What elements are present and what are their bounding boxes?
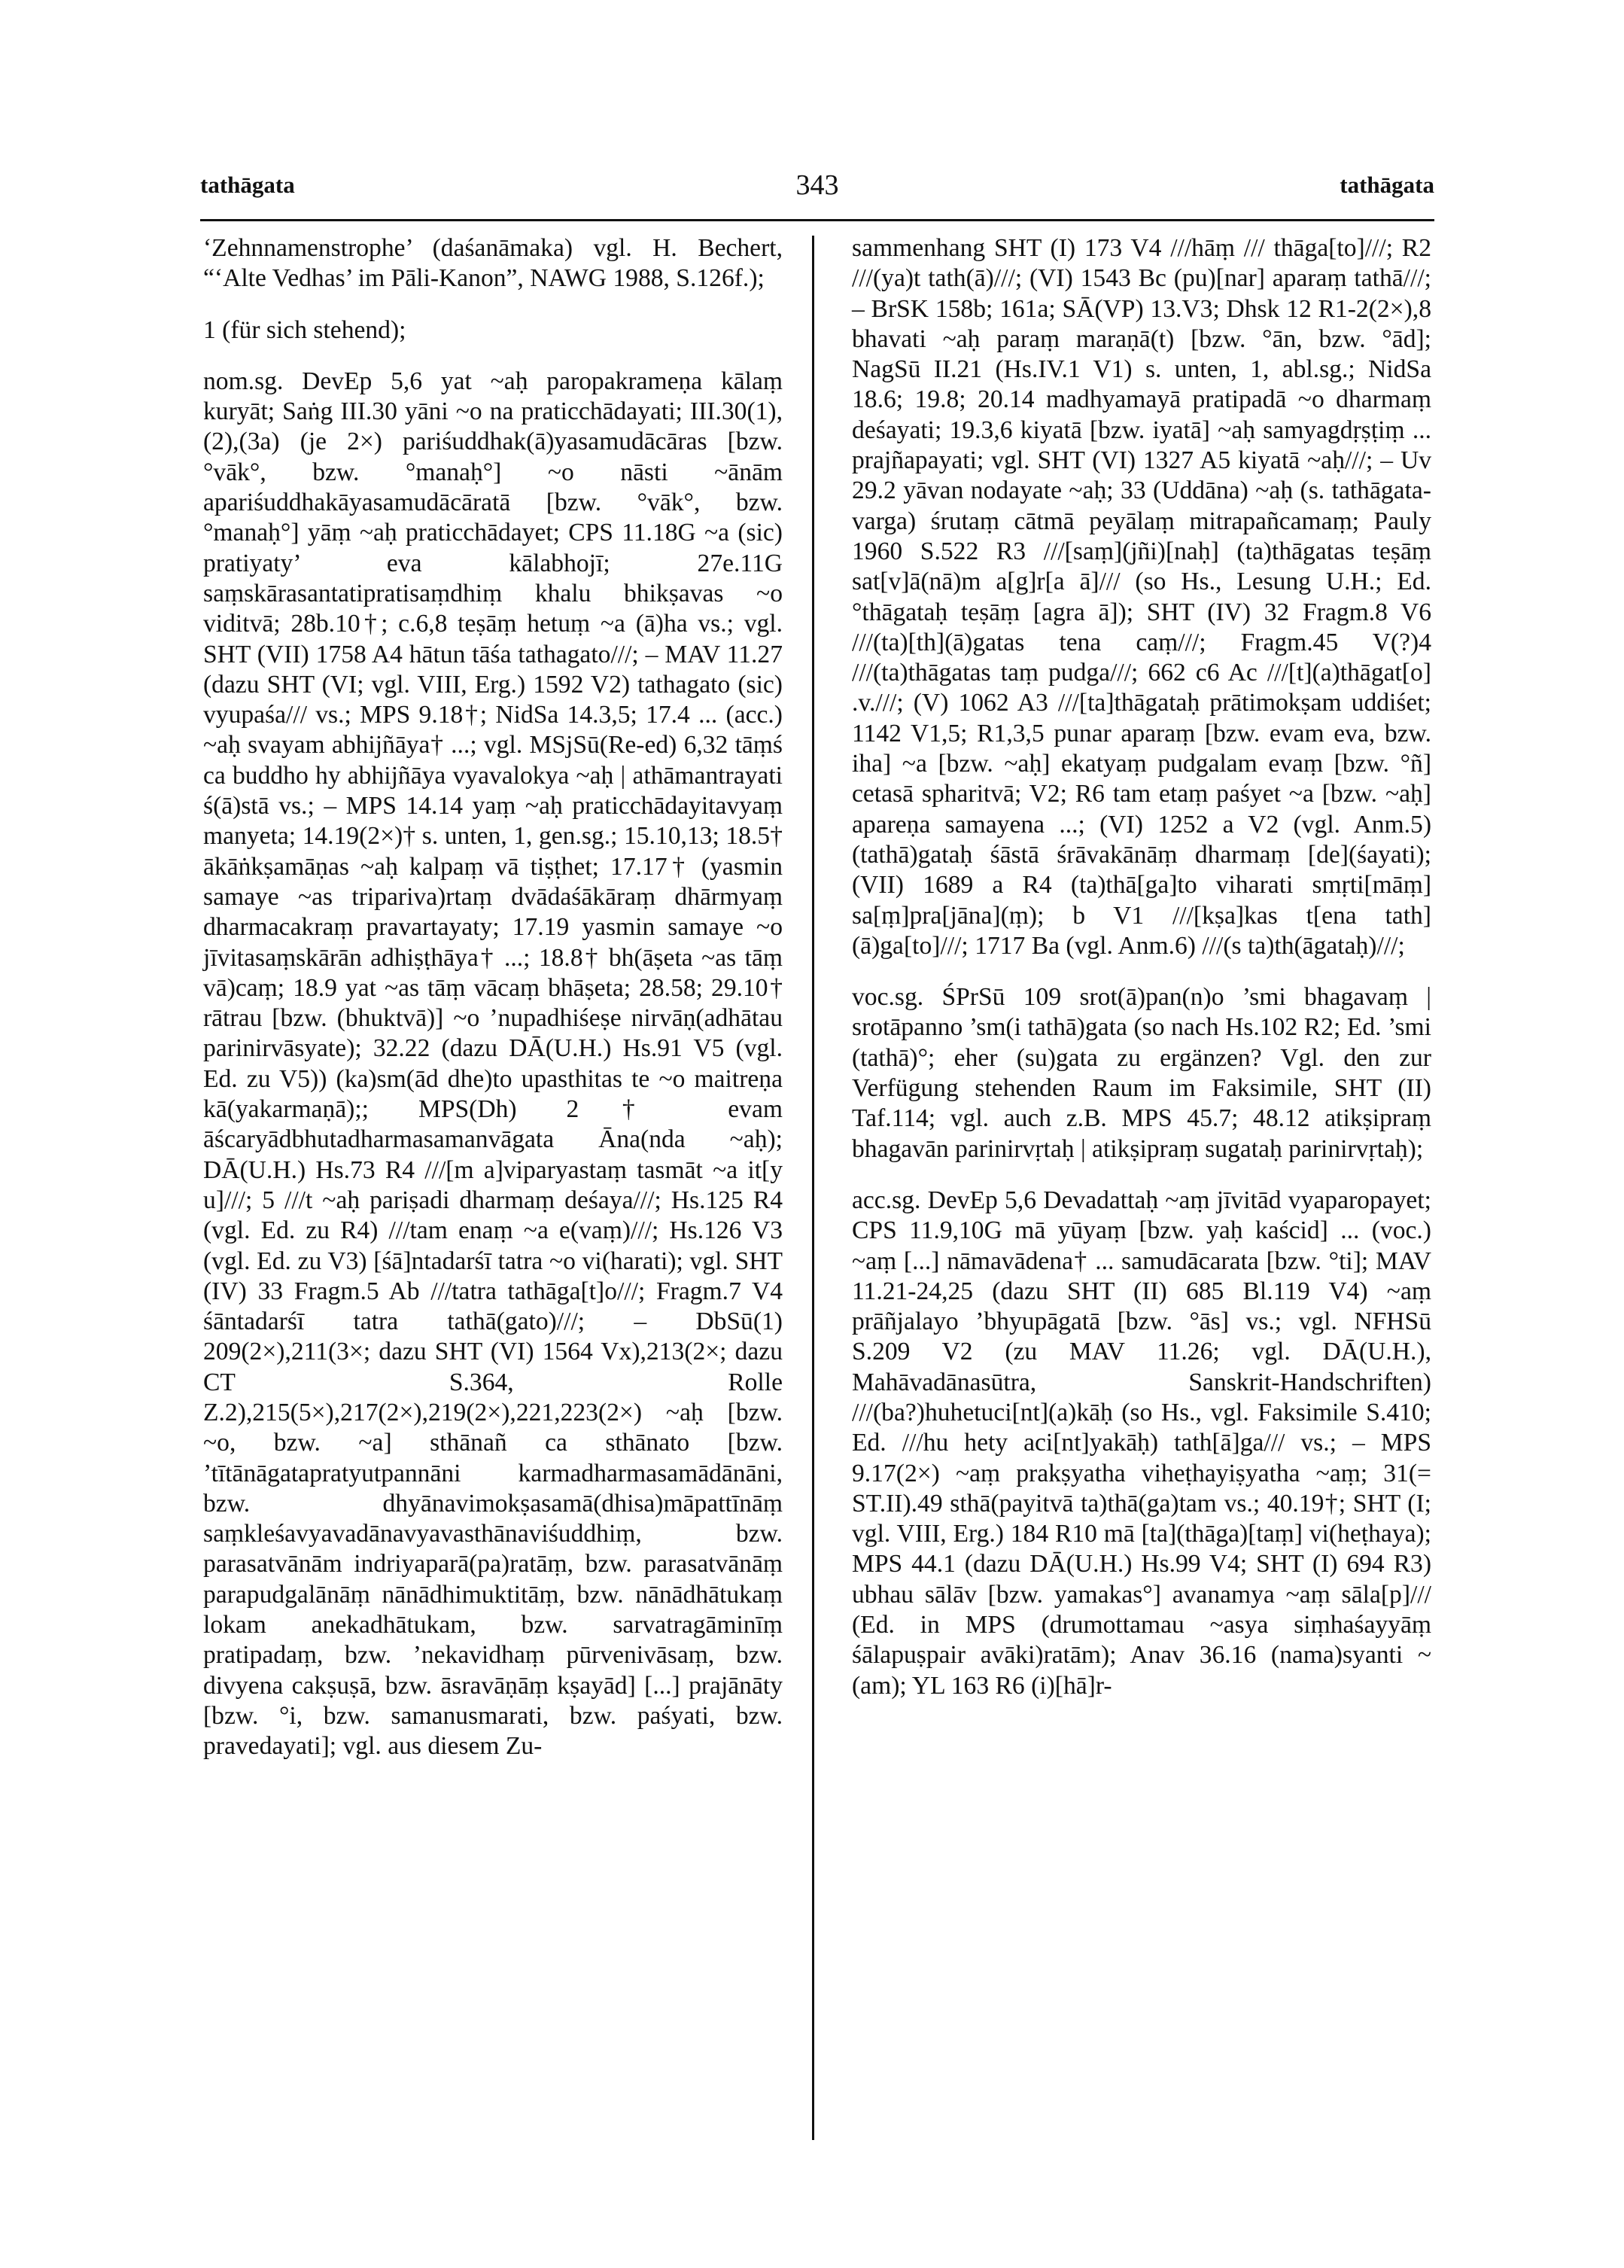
entry-paragraph: nom.sg. DevEp 5,6 yat ~aḥ paropakrameṇa kālaṃ kuryāt; Saṅg III.30 yāni ~o na praticchādayati; III.30(1),(2),(3a) (je 2×) pariśuddhak(ā)yasamudācāras [bzw. °vāk°, bzw. °manaḥ°] ~o nāsti ~ānām apariśuddhakāyasamudācāratā [bzw. °vāk°, bzw. °manaḥ°] yāṃ ~aḥ praticchādayet; CPS 11.18G ~a (sic) pratiyaty’ eva kālabhojī; 27e.11G saṃskārasantatipratisaṃdhiṃ khalu bhikṣavas ~o viditvā; 28b.10†; c.6,8 teṣāṃ hetuṃ ~a (ā)ha vs.; vgl. SHT (VII) 1758 A4 hātun tāśa tathagato///; – MAV 11.27 (dazu SHT (VI; vgl. VIII, Erg.) 1592 V2) tathagato (sic) vyupaśa/// vs.; MPS 9.18†; NidSa 14.3,5; 17.4 ... (acc.) ~aḥ svayam abhijñāya† ...; vgl. MSjSū(Re-ed) 6,32 tāṃś ca buddho hy abhijñāya vyavalokya ~aḥ | athāmantrayati ś(ā)stā vs.; – MPS 14.14 yaṃ ~aḥ praticchādayitavyaṃ manyeta; 14.19(2×)† s. unten, 1, gen.sg.; 15.10,13; 18.5† ākāṅkṣamāṇas ~aḥ kalpaṃ vā tiṣṭhet; 17.17† (yasmin samaye ~as triparivа)rtaṃ dvādaśākāraṃ dhārmyaṃ dharmacakraṃ pravartayaty; 17.19 yasmin samaye ~o jīvitasaṃskārān adhiṣṭhāya† ...; 18.8† bh(āṣeta ~as tāṃ vā)caṃ; 18.9 yat ~as tāṃ vācaṃ bhāṣeta; 28.58; 29.10† rātrau [bzw. (bhuktvā)] ~o ’nupadhiśeṣe nirvāṇ(adhātau parinirvāsyate); 32.22 (dazu DĀ(U.H.) Hs.91 V5 (vgl. Ed. zu V5)) (ka)sm(ād dhe)to upasthitas te ~o maitreṇa kā(yakarmaṇā);; MPS(Dh) 2† evam āścaryādbhutadharmasamanvāgata Āna(nda ~aḥ); DĀ(U.H.) Hs.73 R4 ///[m a]viparyastaṃ tasmāt ~a it[y u]///; 5 ///t ~aḥ pariṣadi dharmaṃ deśaya///; Hs.125 R4 (vgl. Ed. zu R4) ///tam enaṃ ~a e(vaṃ)///; Hs.126 V3 (vgl. Ed. zu V3) [śā]ntadarśī tatra ~o vi(harati); vgl. SHT (IV) 33 Fragm.5 Ab ///tatra tathāga[t]o///; Fragm.7 V4 śāntadarśī tatra tathā(gato)///; – DbSū(1) 209(2×),211(3×; dazu SHT (VI) 1564 Vx),213(2×; dazu CT S.364, Rolle Z.2),215(5×),217(2×),219(2×),221,223(2×) ~aḥ [bzw. ~o, bzw. ~a] sthānañ ca sthānato [bzw. ’tītānāgatapratyutpannāni karmadharmasamādānāni, bzw. dhyānavimokṣasamā(dhisa)māpattīnāṃ saṃkleśavyavadānavyavasthānaviśuddhiṃ, bzw. parasatvānām indriyaparā(pa)ratāṃ, bzw. parasatvānāṃ parapudgalānāṃ nānādhimuktitāṃ, bzw. nānādhātukaṃ lokam anekadhātukam, bzw. sarvatragāminīṃ pratipadaṃ, bzw. ’nekavidhaṃ pūrvenivāsaṃ, bzw. divyena cakṣuṣā, bzw. āsravāṇāṃ kṣayād] [...] prajānāty [bzw. °i, bzw. samanusmarati, bzw. paśyati, bzw. pravedayati]; vgl. aus diesem Zu- xyxy=(203,367,783,1761)
entry-paragraph: acc.sg. DevEp 5,6 Devadattaḥ ~aṃ jīvitād vyaparopayet; CPS 11.9,10G mā yūyaṃ [bzw. yaḥ kaścid] ... (voc.) ~aṃ [...] nāmavādena† ... samudācarata [bzw. °ti]; MAV 11.21-24,25 (dazu SHT (II) 685 Bl.119 V4) ~aṃ prāñjalayo ’bhyupāgatā [bzw. °ās] vs.; vgl. NFHSū S.209 V2 (zu MAV 11.26; vgl. DĀ(U.H.), Mahāvadānasūtra, Sanskrit-Handschriften) ///(ba?)huhetuci[nt](a)kāḥ (so Hs., vgl. Faksimile S.410; Ed. ///hu hety aci[nt]yakāḥ) tath[ā]ga/// vs.; – MPS 9.17(2×) ~aṃ prakṣyatha viheṭhayiṣyatha ~aṃ; 31(= ST.II).49 sthā(payitvā ta)thā(ga)tam vs.; 40.19†; SHT (I; vgl. VIII, Erg.) 184 R10 mā [ta](thāga)[taṃ] vi(heṭhaya); MPS 44.1 (dazu DĀ(U.H.) Hs.99 V4; SHT (I) 694 R3) ubhau sālāv [bzw. yamakas°] avanamya ~aṃ sāla[p]/// (Ed. in MPS (drumottamau ~asya siṃhaśayyāṃ śālapuṣpair avāki)ratām); Anav 36.16 (nama)syanti ~(am); YL 163 R6 (i)[hā]r- xyxy=(852,1186,1431,1700)
left-column xyxy=(203,233,783,1762)
entry-paragraph: 1 (für sich stehend); xyxy=(203,315,406,344)
column-divider xyxy=(812,236,814,2140)
header-headword-right: tathāgata xyxy=(1340,172,1434,198)
entry-paragraph: ‘Zehnnamenstrophe’ (daśanāmaka) vgl. H. Bechert, “‘Alte Vedhas’ im Pāli-Kanon”, NAWG 1988, S.126f.); xyxy=(203,234,783,293)
entry-paragraph: voc.sg. ŚPrSū 109 srot(ā)pan(n)o ’smi bhagavaṃ | srotāpanno ’sm(i tathā)gata (so nach Hs.102 R2; Ed. ’smi (tathā)°; eher (su)gata zu ergänzen? Vgl. den zur Verfügung stehenden Raum im Faksimile, SHT (II) Taf.114; vgl. auch z.B. MPS 45.7; 48.12 atikṣipraṃ bhagavān parinirvṛtaḥ | atikṣipraṃ sugataḥ parinirvṛtaḥ); xyxy=(852,983,1431,1163)
header-rule xyxy=(200,219,1434,221)
running-header xyxy=(200,169,1434,209)
entry-paragraph: sammenhang SHT (I) 173 V4 ///hāṃ /// thāga[to]///; R2 ///(ya)t tath(ā)///; (VI) 1543 Bc (pu)[nar] aparaṃ tathā///; – BrSK 158b; 161a; SĀ(VP) 13.V3; Dhsk 12 R1-2(2×),8 bhavati ~aḥ paraṃ maraṇā(t) [bzw. °ān, bzw. °ād]; NagSū II.21 (Hs.IV.1 V1) s. unten, 1, abl.sg.; NidSa 18.6; 19.8; 20.14 madhyamayā pratipadā ~o dharmaṃ deśayati; 19.3,6 kiyatā [bzw. iyatā] ~aḥ samyagdṛṣṭiṃ ... prajñapayati; vgl. SHT (VI) 1327 A5 kiyatā ~aḥ///; – Uv 29.2 yāvan nodayate ~aḥ; 33 (Uddāna) ~aḥ (s. tathāgata-varga) śrutaṃ cātmā peyālaṃ mitrapañcamaṃ; Pauly 1960 S.522 R3 ///[saṃ](jñi)[naḥ] (ta)thāgatas teṣāṃ sat[v]ā(nā)m a[g]r[a ā]/// (so Hs., Lesung U.H.; Ed. °thāgataḥ teṣāṃ [agra ā]); SHT (IV) 32 Fragm.8 V6 ///(ta)[th](ā)gatas tena caṃ///; Fragm.45 V(?)4 ///(ta)thāgatas taṃ pudga///; 662 c6 Ac ///[t](a)thāgat[o] .v.///; (V) 1062 A3 ///[ta]thāgataḥ prātimokṣam uddiśet; 1142 V1,5; R1,3,5 punar aparaṃ [bzw. evam eva, bzw. iha] ~a [bzw. ~aḥ] ekatyaṃ pudgalam evaṃ [bzw. °ñ] cetasā spharitvā; V2; R6 tam etaṃ paśyet ~a [bzw. ~aḥ] apareṇa samayena ...; (VI) 1252 a V2 (vgl. Anm.5) (tathā)gataḥ śāstā śrāvakānāṃ dharmaṃ [de](śayati); (VII) 1689 a R4 (ta)thā[ga]to viharati smṛti[māṃ] sa[ṃ]pra[jāna](ṃ); b V1 ///[kṣa]kas t[ena tath](ā)ga[to]///; 1717 Ba (vgl. Anm.6) ///(s ta)th(āgataḥ)///; xyxy=(852,234,1431,960)
header-headword-left: tathāgata xyxy=(200,172,295,198)
page-number: 343 xyxy=(795,169,839,201)
right-column xyxy=(852,233,1431,1701)
